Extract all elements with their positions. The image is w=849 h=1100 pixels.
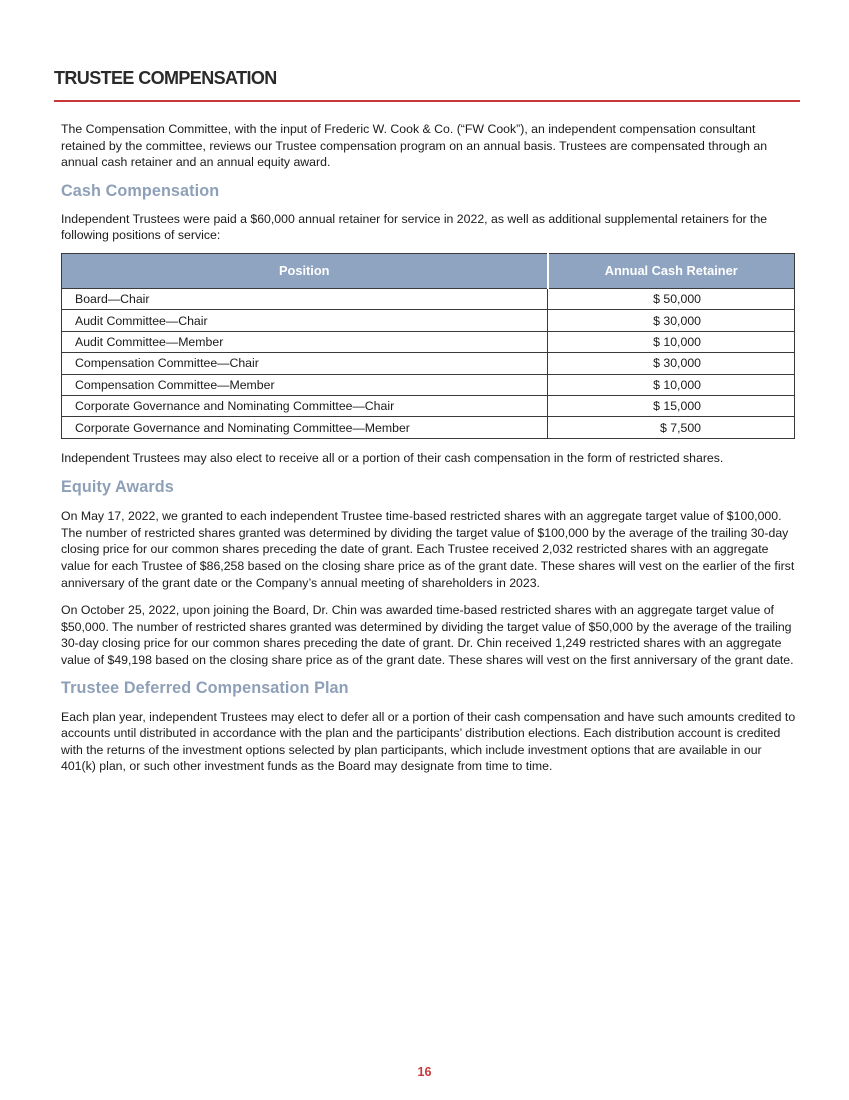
- position-cell: Compensation Committee—Member: [62, 374, 548, 395]
- table-row: [62, 310, 795, 331]
- deferred-compensation-heading: Trustee Deferred Compensation Plan: [61, 678, 349, 697]
- position-cell: Corporate Governance and Nominating Committee—Member: [62, 417, 548, 438]
- cash-compensation-heading: Cash Compensation: [61, 181, 220, 200]
- page-title: TRUSTEE COMPENSATION: [54, 68, 277, 88]
- retainer-cell: $ 15,000: [548, 395, 795, 416]
- retainer-column-header: Annual Cash Retainer: [548, 253, 795, 288]
- table-row: [62, 353, 795, 374]
- retainer-table-header-row: [62, 253, 795, 288]
- retainer-table: [61, 253, 795, 439]
- table-row: [62, 417, 795, 438]
- cash-compensation-paragraph: Independent Trustees were paid a $60,000 annual retainer for service in 2022, as well as additional supplemental retainers for the following positions of service:: [61, 211, 768, 243]
- equity-awards-paragraph-1: On May 17, 2022, we granted to each independent Trustee time-based restricted shares with an aggregate target value of $100,000. The number of restricted shares granted was determined by dividing the target value of $100,000 by the average of the trailing 30-day closing price for our common shares preceding the date of grant. Each Trustee received 2,032 restricted shares with an aggregate value for each Trustee of $86,258 based on the closing share price as of the grant date. These shares will vest on the earlier of the first anniversary of the grant date or the Company’s annual meeting of shareholders in 2023.: [61, 509, 795, 590]
- retainer-cell: $ 7,500: [548, 417, 795, 438]
- restricted-shares-note: Independent Trustees may also elect to receive all or a portion of their cash compensation in the form of restricted shares.: [61, 450, 724, 465]
- position-cell: Audit Committee—Chair: [62, 310, 548, 331]
- position-cell: Audit Committee—Member: [62, 331, 548, 352]
- table-row: [62, 331, 795, 352]
- retainer-cell: $ 50,000: [548, 288, 795, 309]
- position-cell: Compensation Committee—Chair: [62, 353, 548, 374]
- retainer-cell: $ 10,000: [548, 331, 795, 352]
- intro-paragraph: The Compensation Committee, with the input of Frederic W. Cook & Co. (“FW Cook”), an independent compensation consultant retained by the committee, reviews our Trustee compensation program on an annual basis. Trustees are compensated through an annual cash retainer and an annual equity award.: [61, 122, 768, 170]
- retainer-cell: $ 30,000: [548, 310, 795, 331]
- equity-awards-paragraph-2: On October 25, 2022, upon joining the Board, Dr. Chin was awarded time-based restricted shares with an aggregate target value of $50,000. The number of restricted shares granted was determined by dividing the target value of $50,000 by the average of the trailing 30-day closing price for our common shares preceding the date of grant. Dr. Chin received 1,249 restricted shares with an aggregate value of $49,198 based on the closing share price as of the grant date. These shares will vest on the first anniversary of the grant date.: [61, 603, 794, 668]
- page-number: 16: [417, 1065, 432, 1079]
- table-row: [62, 395, 795, 416]
- equity-awards-heading: Equity Awards: [61, 478, 174, 497]
- retainer-cell: $ 30,000: [548, 353, 795, 374]
- table-row: [62, 374, 795, 395]
- retainer-cell: $ 10,000: [548, 374, 795, 395]
- title-divider: [54, 100, 800, 102]
- document-body: [61, 121, 796, 775]
- table-row: [62, 288, 795, 309]
- position-column-header: Position: [62, 253, 548, 288]
- deferred-compensation-paragraph: Each plan year, independent Trustees may elect to defer all or a portion of their cash compensation and have such amounts credited to accounts until distributed in accordance with the plan and the participants’ distribution elections. Each distribution account is credited with the returns of the investment options selected by plan participants, which include investment options that are available in our 401(k) plan, or such other investment funds as the Board may designate from time to time.: [61, 709, 796, 774]
- position-cell: Corporate Governance and Nominating Committee—Chair: [62, 395, 548, 416]
- position-cell: Board—Chair: [62, 288, 548, 309]
